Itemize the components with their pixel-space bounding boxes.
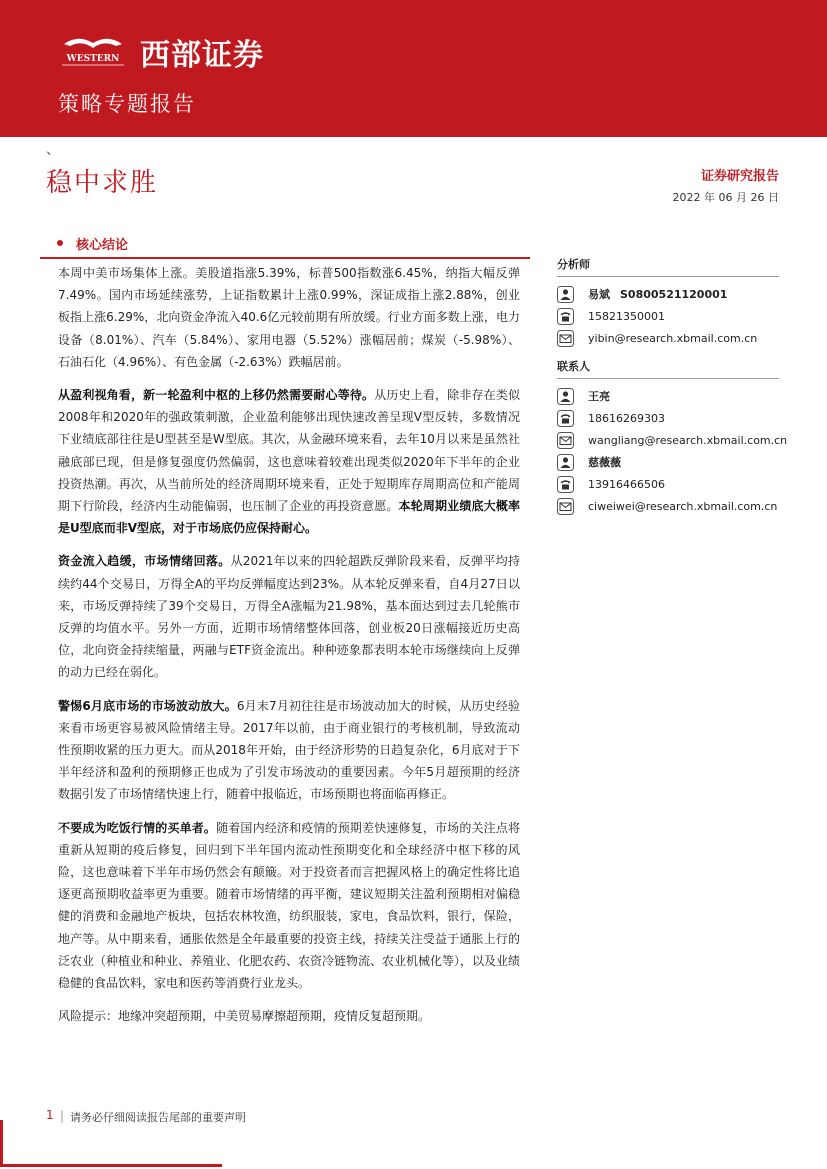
- analyst-heading: 分析师: [557, 253, 779, 277]
- analyst-name-row: [557, 283, 779, 305]
- person-icon: [557, 388, 574, 405]
- person-icon: [557, 454, 574, 471]
- core-heading-text: 核心结论: [76, 238, 129, 253]
- paragraph-funds: 资金流入趋缓，市场情绪回落。从2021年以来的四轮超跌反弹阶段来看，反弹平均持续约44个交易日，万得全A的平均反弹幅度达到23%。从本轮反弹来看，自4月27日以来，市场反弹持续了39个交易日，万得全A涨幅为21.98%，基本面达到过去几轮熊市反弹的均值水平。另外一方面，近期市场情绪整体回落，创业板20日涨幅接近历史高位，北向资金持续缩量，两融与ETF资金流出。种种迹象都表明本轮市场继续向上反弹的动力已经在弱化。: [58, 554, 520, 680]
- contact-name-row: [557, 451, 779, 473]
- analyst-email-row: [557, 327, 779, 349]
- paragraph-recommendation: 不要成为吃饭行情的买单者。随着国内经济和疫情的预期差快速修复，市场的关注点将重新从短期的疫后修复，回归到下半年国内流动性预期变化和全球经济中枢下移的风险，这也意味着下半年市场仍然会有颠簸。对于投资者而言把握风格上的确定性将比追逐更高预期收益率更为重要。随着市场情绪的再平衡，建议短期关注盈利预期相对偏稳健的消费和金融地产板块，包括农林牧渔，纺织服装，家电，食品饮料，银行，保险，地产等。从中期来看，通胀依然是全年最重要的投资主线，持续关注受益于通胀上行的泛农业（种植业和种业、养殖业、化肥农药、农资冷链物流、农业机械化等），以及业绩稳健的食品饮料，家电和医药等消费行业龙头。: [58, 820, 521, 991]
- page-number: 1: [46, 1108, 54, 1122]
- paragraph-summary: 本周中美市场集体上涨。美股道指涨5.39%，标普500指数涨6.45%，纳指大幅反弹7.49%。国内市场延续涨势，上证指数累计上涨0.99%，深证成指上涨2.88%，创业板指上涨6.29%，北向资金净流入40.6亿元较前期有所放缓。行业方面多数上涨，电力设备（8.01%）、汽车（5.84%）、家用电器（5.52%）涨幅居前；煤炭（-5.98%）、石油石化（4.96%）、有色金属（-2.63%）跌幅居前。: [58, 266, 520, 369]
- phone-icon: [557, 476, 574, 493]
- body-text: [58, 262, 520, 1039]
- contact-phone-row: [557, 407, 779, 429]
- contact-email[interactable]: ciweiwei@research.xbmail.com.cn: [588, 499, 778, 513]
- logo-en-text: WESTERN: [66, 54, 120, 64]
- paragraph-earnings: 从盈利视角看，新一轮盈利中枢的上移仍然需要耐心等待。从历史上看，除非存在类似2008年和2020年的强政策刺激，企业盈利能够出现快速改善呈现V型反转，多数情况下业绩底部往往是U型甚至是W型底。其次，从金融环境来看，去年10月以来是虽然社融底部已现，但是修复强度仍然偏弱，这也意味着较难出现类似2020年下半年的企业投资热潮。再次，从当前所处的经济周期环境来看，正处于短期库存周期高位和产能周期下行阶段，经济内生动能偏弱，也压制了企业的再投资意愿。本轮周期业绩底大概率是U型底而非V型底，对于市场底仍应保持耐心。: [58, 388, 520, 536]
- contact-phone-row: [557, 473, 779, 495]
- analyst-email[interactable]: yibin@research.xbmail.com.cn: [588, 331, 758, 345]
- analyst-phone: 15821350001: [588, 309, 665, 323]
- report-date: 2022 年 06 月 26 日: [672, 191, 779, 204]
- western-logo-icon: [58, 34, 128, 68]
- mail-icon: [557, 330, 574, 347]
- header-banner: [0, 0, 827, 137]
- contact-name: 王亮: [588, 390, 610, 403]
- paragraph-risk: 风险提示：地缘冲突超预期，中美贸易摩擦超预期，疫情反复超预期。: [58, 1009, 431, 1024]
- analyst-cert: S0800521120001: [620, 287, 728, 301]
- paragraph-volatility: 警惕6月底市场的市场波动放大。6月末7月初往往是市场波动加大的时候，从历史经验来看市场更容易被风险情绪主导。2017年以前，由于商业银行的考核机制，导致流动性预期收紧的压力更大。而从2018年开始，由于经济形势的日趋复杂化，6月底对于下半年经济和盈利的预期修正也成为了引发市场波动的重要因素。今年5月超预期的经济数据引发了市场情绪快速上行，随着中报临近，市场预期也将面临再修正。: [58, 698, 520, 802]
- core-heading: [40, 231, 530, 259]
- contact-email[interactable]: wangliang@research.xbmail.com.cn: [588, 433, 788, 447]
- footer-decoration: [0, 1164, 222, 1167]
- contact-email-row: [557, 429, 788, 451]
- phone-icon: [557, 308, 574, 325]
- page-title: 稳中求胜: [46, 168, 159, 198]
- contact-name: 慈薇薇: [588, 456, 621, 469]
- analyst-sidebar: [557, 253, 788, 517]
- contact-phone: 18616269303: [588, 411, 665, 425]
- person-icon: [557, 286, 574, 303]
- bullet-dot-icon: [57, 240, 63, 246]
- company-name: 西部证券: [140, 38, 264, 73]
- footer-decoration: [0, 1120, 3, 1165]
- phone-icon: [557, 410, 574, 427]
- contact-phone: 13916466506: [588, 477, 665, 491]
- tick-mark: 、: [46, 142, 60, 158]
- footer-notice: 请务必仔细阅读报告尾部的重要声明: [70, 1111, 246, 1124]
- contacts-heading: 联系人: [557, 355, 779, 379]
- report-category: 策略专题报告: [58, 92, 196, 116]
- mail-icon: [557, 498, 574, 515]
- contact-name-row: [557, 385, 779, 407]
- footer-separator: |: [60, 1109, 65, 1123]
- report-type: 证券研究报告: [700, 169, 779, 184]
- contact-email-row: [557, 495, 779, 517]
- analyst-phone-row: [557, 305, 779, 327]
- mail-icon: [557, 432, 574, 449]
- analyst-name: 易斌: [588, 288, 610, 301]
